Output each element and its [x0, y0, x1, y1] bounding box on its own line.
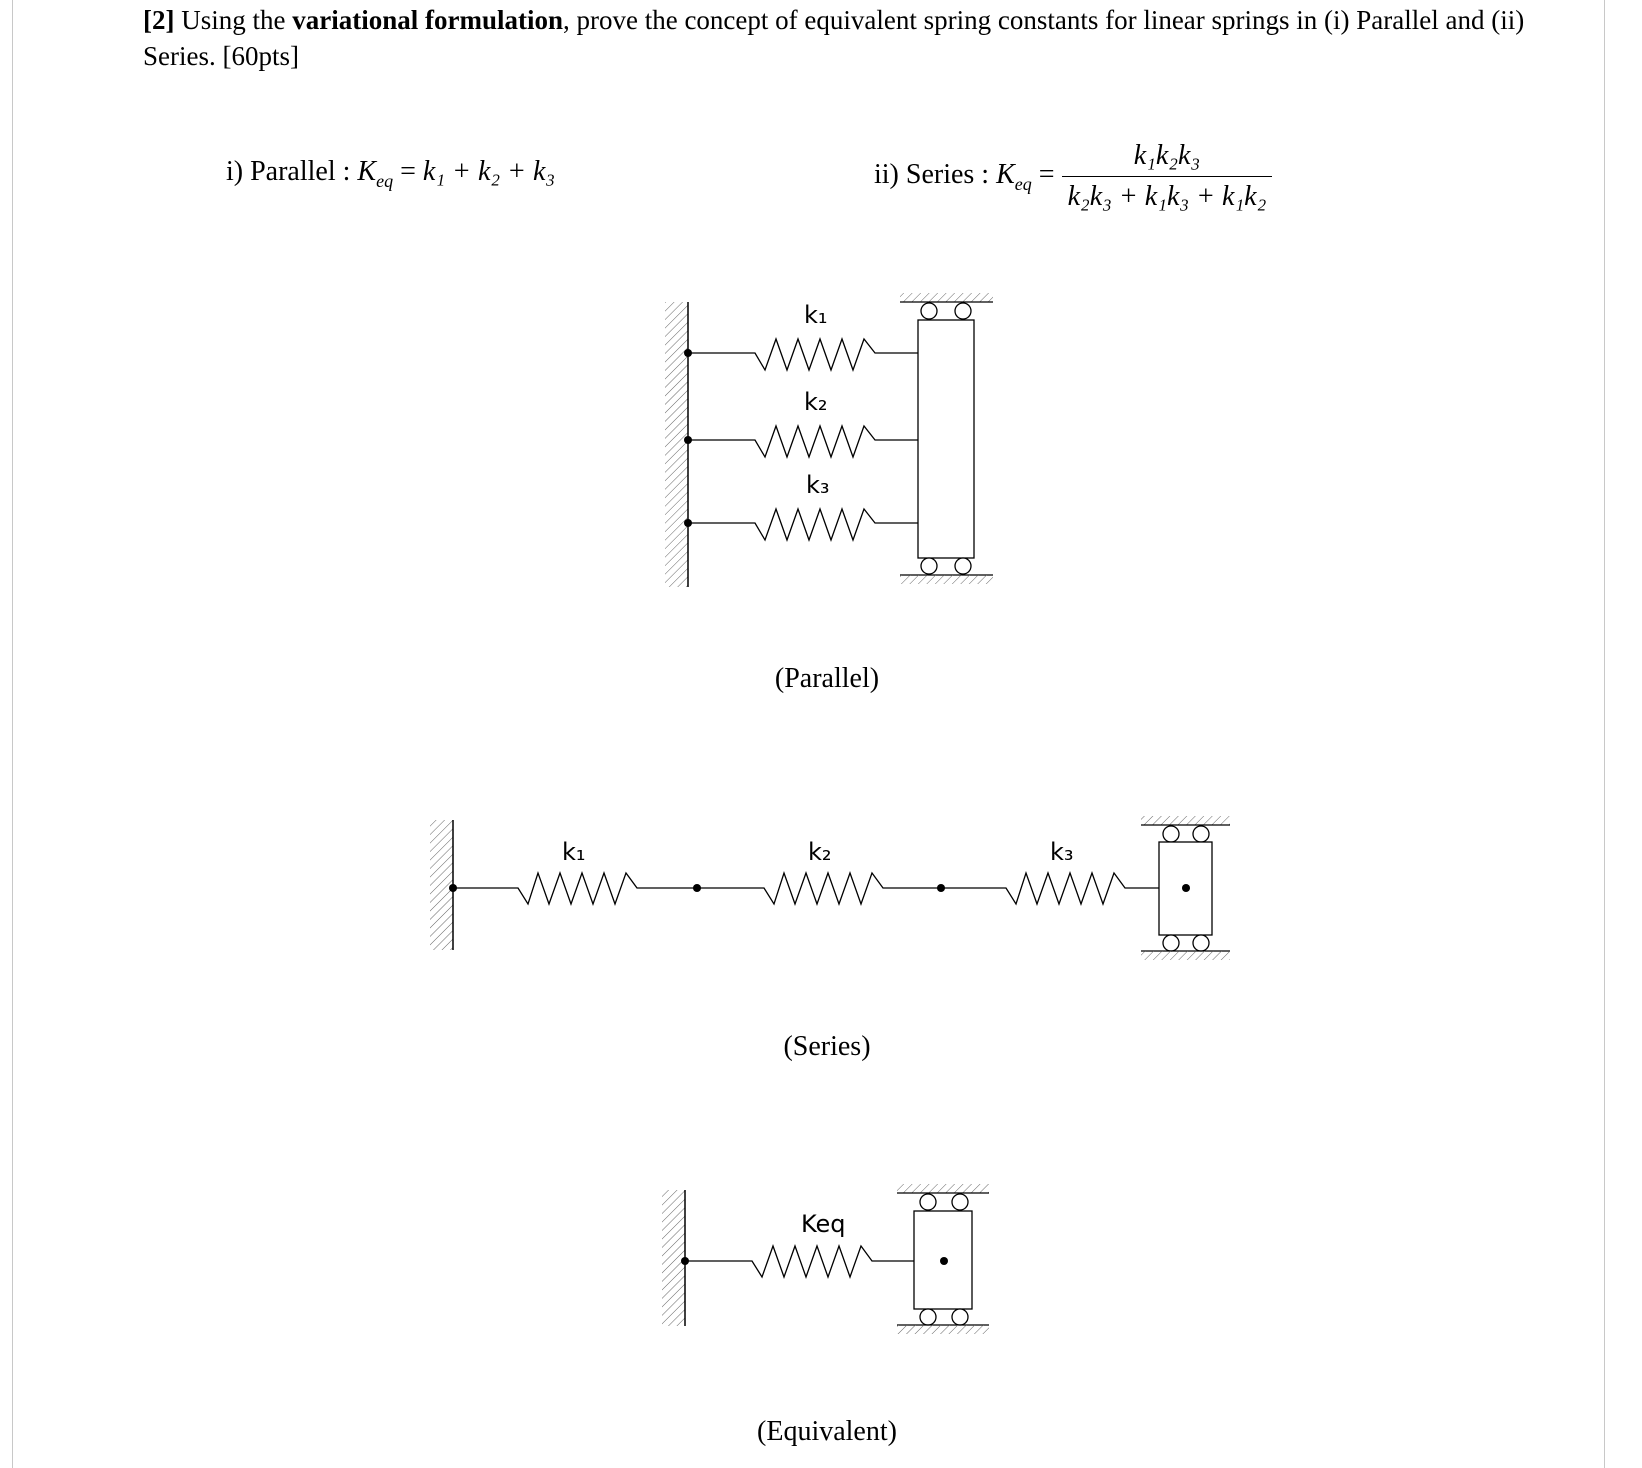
parallel-caption: (Parallel): [774, 663, 880, 694]
series-spring-3: [941, 873, 1159, 904]
series-label-k2: k₂: [808, 838, 832, 866]
parallel-label-k2: k₂: [804, 388, 828, 416]
parallel-diagram: [665, 293, 993, 587]
equivalent-caption: (Equivalent): [757, 1416, 897, 1447]
series-spring-2: [697, 873, 941, 904]
equivalent-label-keq: Keq: [801, 1210, 846, 1238]
series-label-k3: k₃: [1050, 838, 1074, 866]
series-denominator: k₂k₃ + k₁k₃ + k₁k₂: [1067, 181, 1267, 212]
series-caption: (Series): [783, 1031, 871, 1062]
parallel-formula-lhs-sub: eq: [376, 171, 394, 191]
parallel-label-k3: k₃: [806, 471, 830, 499]
parallel-block: [900, 293, 993, 584]
parallel-label-k1: k₁: [804, 301, 828, 329]
series-formula-lhs: K: [996, 158, 1015, 190]
series-formula: ii) Series : $K_{eq}$ = $\frac{\text{k₁k₂k₃}}{\text{k₂k₃ + k₁k₃ + k₁k₂}}$: [874, 140, 1272, 213]
problem-bold-term: variational formulation: [292, 5, 563, 35]
parallel-formula-rhs: k₁ + k₂ + k₃: [422, 156, 556, 187]
equivalent-diagram: [662, 1184, 989, 1334]
parallel-formula-prefix: i) Parallel :: [226, 156, 358, 187]
series-wall-hatch: [430, 820, 453, 950]
parallel-wall-hatch: [665, 302, 688, 587]
equivalent-wall-hatch: [662, 1190, 685, 1326]
parallel-spring-2: [684, 426, 951, 457]
parallel-formula: i) Parallel : $K_{eq} = k_1 + k_2 + k_3$: [226, 156, 556, 191]
series-formula-lhs-sub: eq: [1014, 173, 1032, 194]
series-numerator: k₁k₂k₃: [1062, 140, 1273, 177]
parallel-formula-lhs: K: [357, 156, 377, 187]
series-formula-prefix: ii) Series :: [874, 158, 997, 190]
parallel-spring-3: [684, 509, 951, 540]
problem-text-2: , prove the concept of equivalent spring constants for linear springs in (i) Parallel and (ii) Series.: [143, 5, 1525, 71]
series-diagram: [430, 816, 1230, 960]
problem-points: [60pts]: [222, 41, 299, 71]
problem-text-1: Using the: [181, 5, 286, 35]
series-spring-1: [453, 873, 697, 904]
series-label-k1: k₁: [562, 838, 586, 866]
problem-number: [2]: [143, 5, 175, 35]
equivalent-spring: [685, 1246, 914, 1277]
parallel-spring-1: [684, 339, 951, 370]
